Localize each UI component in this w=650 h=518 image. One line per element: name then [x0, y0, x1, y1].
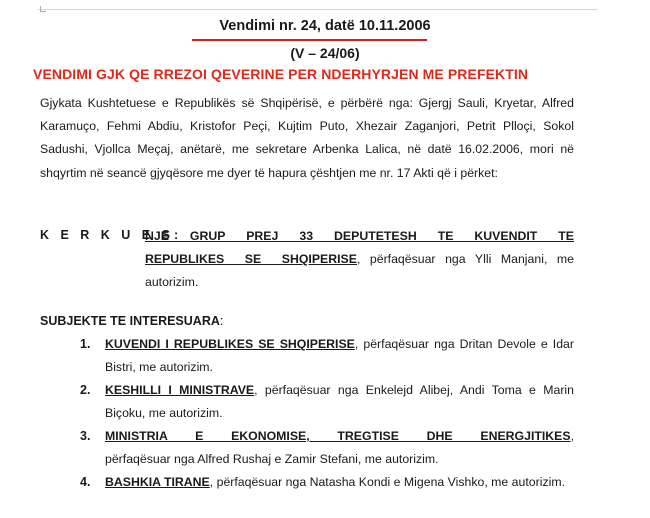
item-rest: , përfaqësuar nga Natasha Kondi e Migena Vishko, me autorizim.: [209, 475, 565, 489]
list-item: [80, 379, 574, 425]
item-name: BASHKIA TIRANE: [105, 475, 210, 489]
kerkues-body: [145, 225, 574, 295]
headline: VENDIMI GJK QE RREZOI QEVERINE PER NDERHYRJEN ME PREFEKTIN: [33, 66, 529, 82]
kerkues-label: K E R K U E S:: [40, 228, 183, 242]
list-item: [80, 333, 574, 379]
kerkues-party: NJE GRUP PREJ 33 DEPUTETESH TE KUVENDIT TE REPUBLIKES SE SHQIPERISE: [145, 229, 574, 267]
item-number: 3.: [80, 429, 91, 443]
item-number: 2.: [80, 383, 91, 397]
item-rest: , përfaqësuar nga Dritan Devole e Idar Bistri, me autorizim.: [105, 337, 574, 375]
item-rest: , përfaqësuar nga Enkelejd Alibej, Andi Toma e Marin Biçoku, me autorizim.: [105, 383, 574, 421]
page-top-border: [38, 9, 598, 10]
decision-code: (V – 24/06): [290, 45, 360, 61]
title-underline: [192, 39, 427, 41]
subjects-title: SUBJEKTE TE INTERESUARA:: [40, 314, 224, 328]
item-name: MINISTRIA E EKONOMISE, TREGTISE DHE ENERGJITIKES: [105, 429, 571, 443]
list-item: [80, 425, 574, 471]
item-name: KUVENDI I REPUBLIKES SE SHQIPERISE: [105, 337, 355, 351]
kerkues-rest: , përfaqësuar nga Ylli Manjani, me autorizim.: [145, 252, 574, 290]
item-name: KESHILLI I MINISTRAVE: [105, 383, 255, 397]
item-number: 4.: [80, 475, 91, 489]
list-item: [80, 471, 574, 494]
corner-mark: [40, 6, 46, 12]
item-rest: , përfaqësuar nga Alfred Rushaj e Zamir Stefani, me autorizim.: [105, 429, 574, 467]
intro-paragraph: Gjykata Kushtetuese e Republikës së Shqipërisë, e përbërë nga: Gjergj Sauli, Kryetar, Alfred Karamuço, Fehmi Abdiu, Kristofor Peçi, Kujtim Puto, Xhezair Zaganjori, Petrit Plloçi, Sokol Sadushi, Vjollca Meçaj, anëtarë, me sekretare Arbenka Lalica, në datë 16.02.2006, mori në shqyrtim në seancë gjyqësore me dyer të hapura çështjen me nr. 17 Akti që i përket:: [40, 96, 574, 180]
item-number: 1.: [80, 337, 91, 351]
decision-title: Vendimi nr. 24, datë 10.11.2006: [219, 18, 431, 34]
